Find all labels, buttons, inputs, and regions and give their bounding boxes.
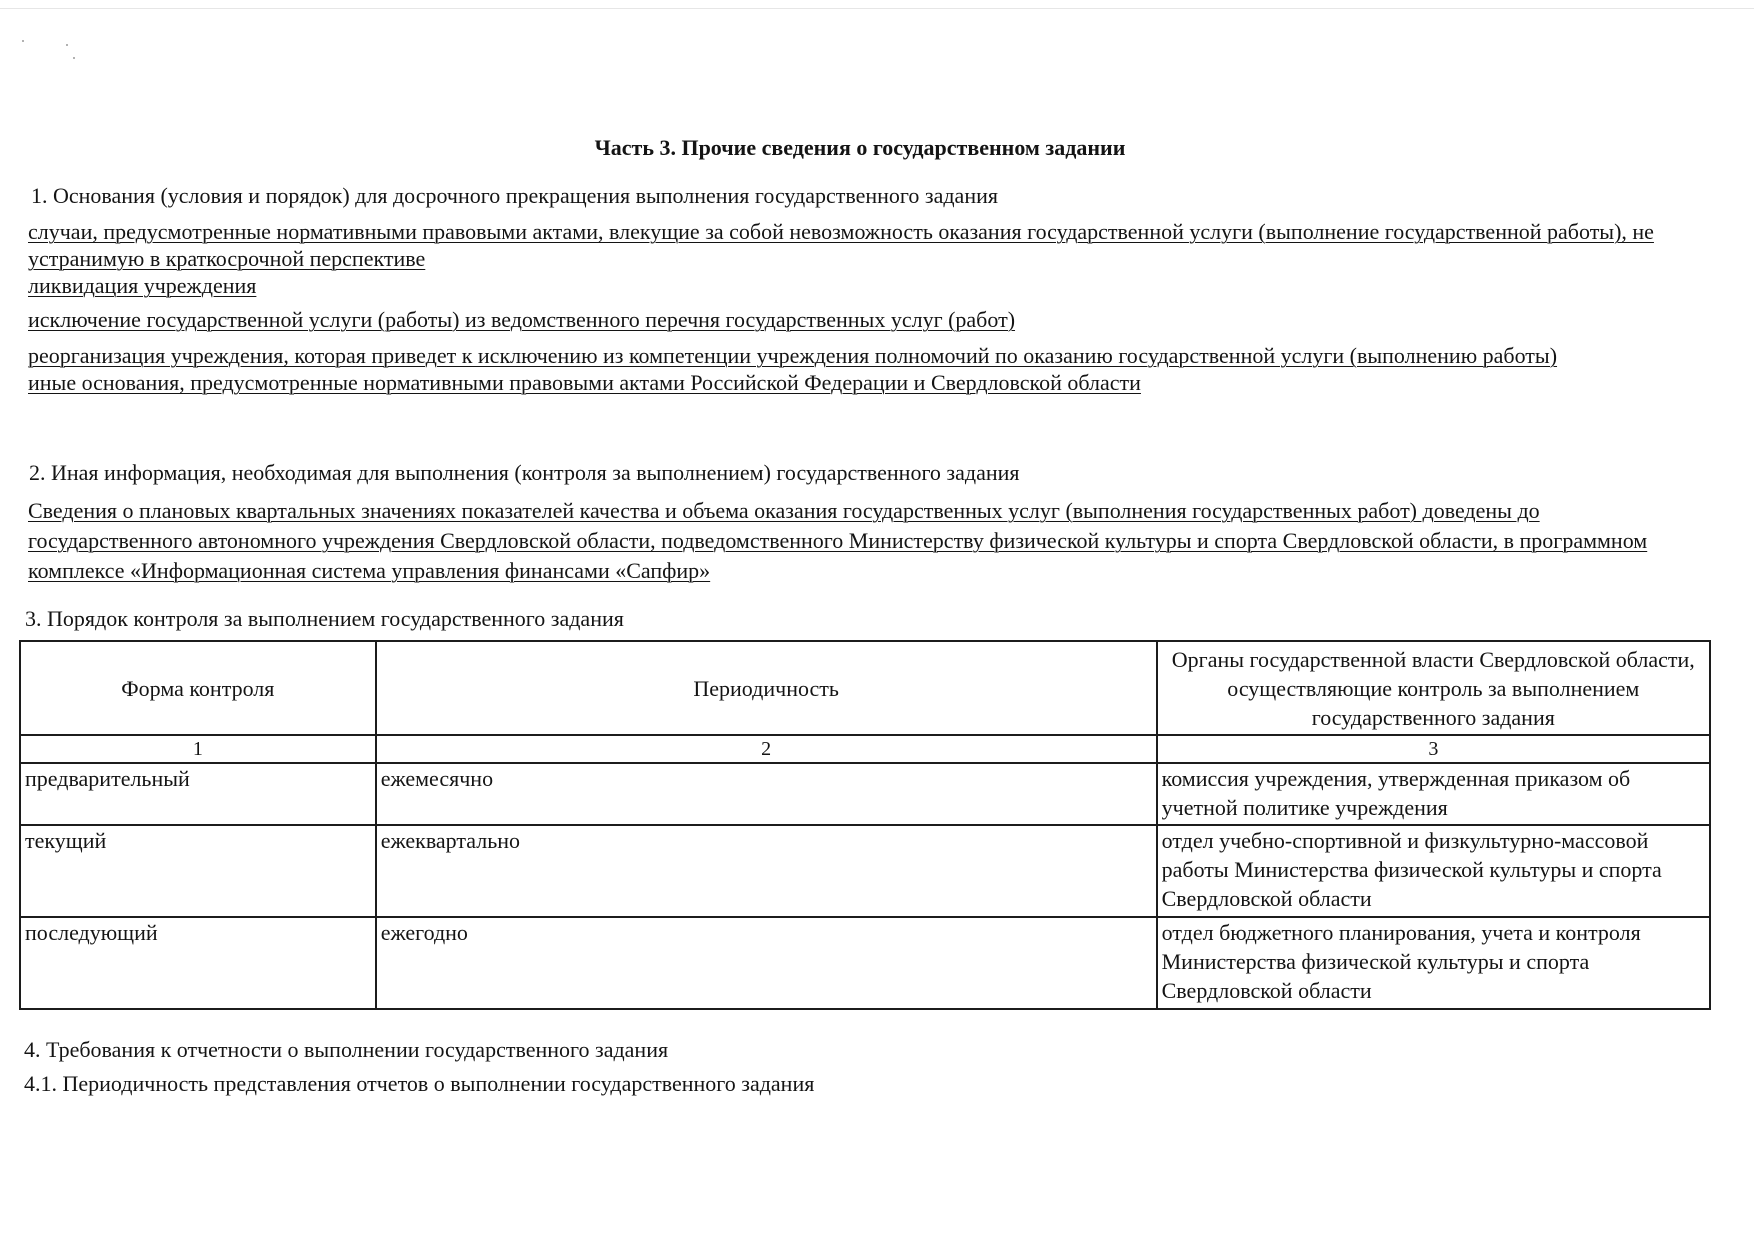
control-form-cell: последующий [20, 917, 376, 1009]
termination-ground-item: ликвидация учреждения [28, 273, 257, 298]
section-2-text: Сведения о плановых квартальных значениях показателей качества и объема оказания государственных услуг (выполнения государственных работ) доведены до государственного автономного учреждения Свердловской области, подведомственного Министерству физической культуры и спорта Свердловской области, в программном комплексе «Информационная система управления финансами «Сапфир» [28, 498, 1648, 583]
termination-ground-item: исключение государственной услуги (работы) из ведомственного перечня государственных услуг (работ) [28, 307, 1016, 332]
section-4-heading: 4. Требования к отчетности о выполнении государственного задания [24, 1037, 669, 1062]
column-number-row [20, 735, 1710, 763]
part-title: Часть 3. Прочие сведения о государственном задании [594, 135, 1126, 160]
scan-edge-line [0, 8, 1754, 9]
control-form-cell: текущий [20, 825, 376, 917]
column-number: 2 [376, 735, 1157, 763]
periodicity-cell: ежегодно [376, 917, 1157, 1009]
section-4-1-heading: 4.1. Периодичность представления отчетов о выполнении государственного задания [24, 1071, 815, 1096]
scan-speck [22, 40, 24, 42]
termination-ground-item: случаи, предусмотренные нормативными правовыми актами, влекущие за собой невозможность оказания государственной услуги (выполнение государственной работы), не устранимую в краткосрочной перспективе [28, 219, 1654, 271]
section-1-items [28, 218, 1718, 396]
control-table [19, 640, 1711, 1010]
column-number: 3 [1157, 735, 1710, 763]
scan-speck [73, 57, 75, 59]
section-1-heading: 1. Основания (условия и порядок) для досрочного прекращения выполнения государственного задания [31, 183, 998, 208]
authority-cell: комиссия учреждения, утвержденная приказом об учетной политике учреждения [1157, 763, 1710, 825]
authority-cell: отдел бюджетного планирования, учета и контроля Министерства физической культуры и спорта Свердловской области [1157, 917, 1710, 1009]
section-3-heading: 3. Порядок контроля за выполнением государственного задания [25, 606, 624, 631]
column-number: 1 [20, 735, 376, 763]
section-2-heading: 2. Иная информация, необходимая для выполнения (контроля за выполнением) государственного задания [29, 460, 1020, 485]
termination-ground-item: иные основания, предусмотренные нормативными правовыми актами Российской Федерации и Свердловской области [28, 370, 1141, 395]
table-header-row [20, 641, 1710, 735]
authority-cell: отдел учебно-спортивной и физкультурно-массовой работы Министерства физической культуры и спорта Свердловской области [1157, 825, 1710, 917]
periodicity-cell: ежеквартально [376, 825, 1157, 917]
table-row [20, 917, 1710, 1009]
header-cell-control-form: Форма контроля [20, 641, 376, 735]
scan-speck [66, 44, 68, 46]
header-cell-authority: Органы государственной власти Свердловской области, осуществляющие контроль за выполнением государственного задания [1157, 641, 1710, 735]
termination-ground-item: реорганизация учреждения, которая приведет к исключению из компетенции учреждения полномочий по оказанию государственной услуги (выполнению работы) [28, 343, 1558, 368]
header-cell-periodicity: Периодичность [376, 641, 1157, 735]
periodicity-cell: ежемесячно [376, 763, 1157, 825]
table-row [20, 825, 1710, 917]
control-form-cell: предварительный [20, 763, 376, 825]
table-row [20, 763, 1710, 825]
